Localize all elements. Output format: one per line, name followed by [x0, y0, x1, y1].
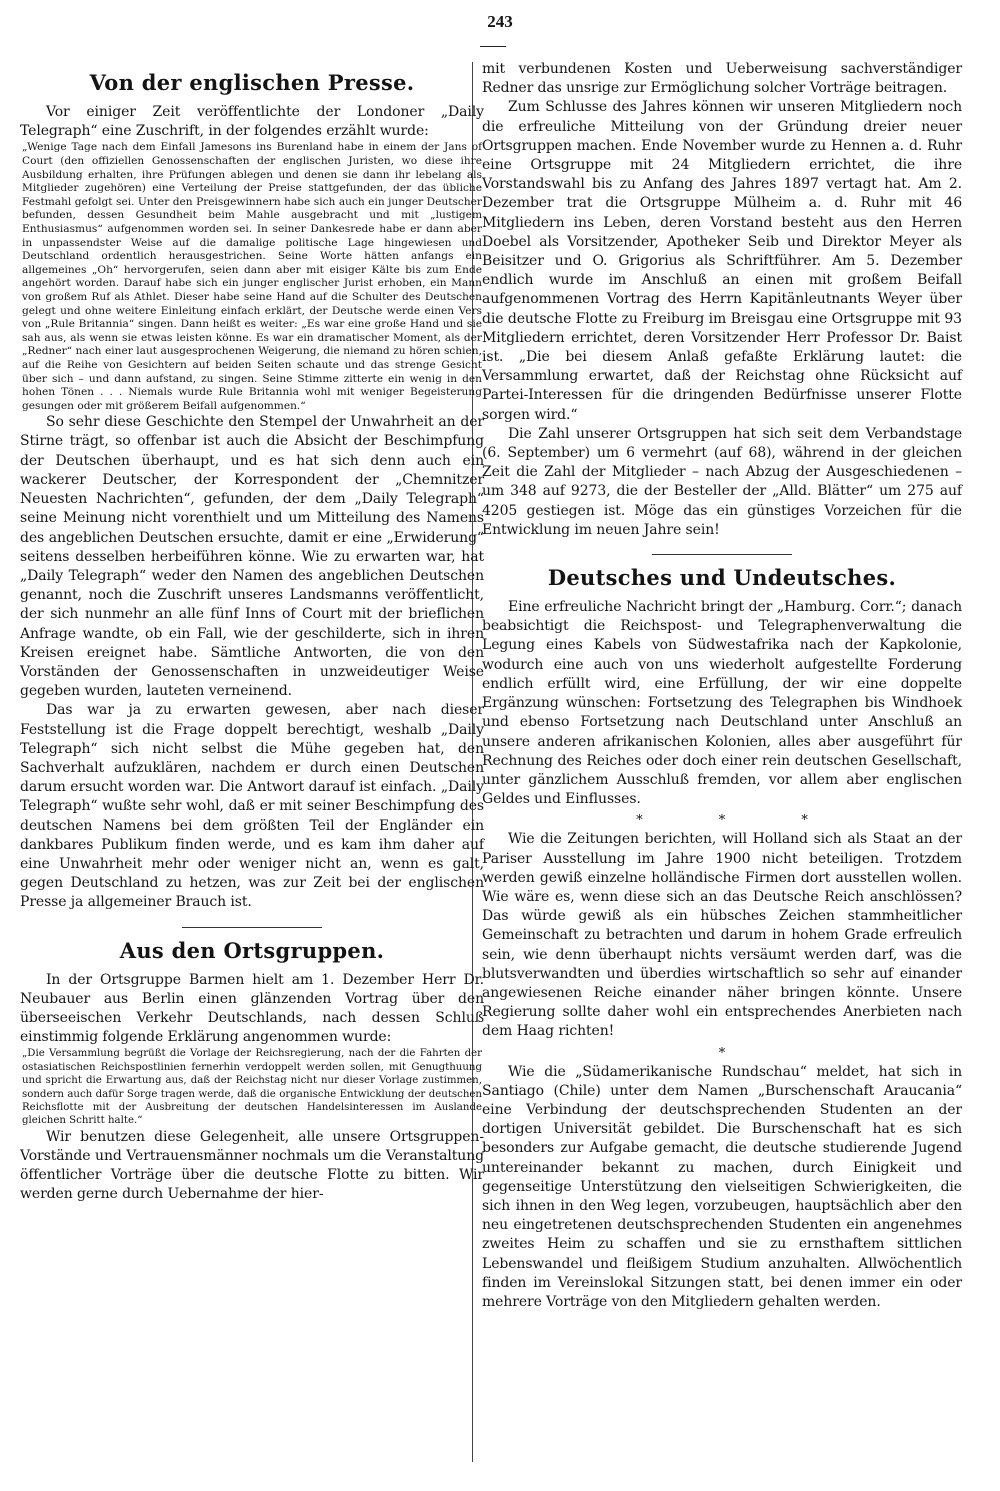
- paragraph: Wie die Zeitungen berichten, will Holland sich als Staat an der Pariser Ausstellung im Jahre 1900 nicht beteiligen. Trotzdem werden gewiß einzelne holländische Firmen dort ausstellen wollen. Wie wäre es, wenn diese sich an das Deutsche Reich anschlössen? Das würde gewiß als ein hübsches Zeichen stammheitlicher Gemeinschaft zu betrachten und darum in hohem Grade erfreulich sein, wie denn überhaupt nichts versäumt werden darf, was die blutsverwandten und überdies wirtschaftlich so sehr auf einander angewiesenen Reiche einander näher bringen könnte. Unsere Regierung sollte daher wohl ein entsprechendes Anerbieten nach dem Haag richten!: [482, 831, 962, 1040]
- paragraph: Wir benutzen diese Gelegenheit, alle unsere Ortsgruppen-Vorstände und Vertrauensmänner nochmals um die Veranstaltung öffentlicher Vorträge über die deutsche Flotte zu bitten. Wir werden gerne durch Uebernahme der hier-: [20, 1128, 484, 1203]
- paragraph: Zum Schlusse des Jahres können wir unseren Mitgliedern noch die erfreuliche Mitteilung von der Gründung dreier neuer Ortsgruppen machen. Ende November wurde zu Hennen a. d. Ruhr eine Ortsgruppe mit 24 Mitgliedern errichtet, die ihre Vorstandswahl bis zu Anfang des Jahres 1897 vertagt hat. Am 2. Dezember trat die Ortsgruppe Mülheim a. d. Ruhr mit 46 Mitgliedern ins Leben, deren Vorstand besteht aus den Herren Doebel als Vorsitzender, Apotheker Seib und Direktor Meyer als Beisitzer und O. Grigorius als Schriftführer. Am 5. Dezember endlich wurde im Anschluß an einen mit großem Beifall aufgenommenen Vortrag des Herrn Kapitänleutnants Weyer über die deutsche Flotte zu Freiburg im Breisgau eine Ortsgruppe mit 93 Mitgliedern errichtet, deren Vorsitzender Herr Professor Dr. Baist ist. „Die bei diesem Anlaß gefaßte Erklärung lautet: die Versammlung erwartet, daß der Reichstag ohne Rücksicht auf Partei-Interessen für die dringenden Bedürfnisse unserer Flotte sorgen wird.“: [482, 99, 962, 423]
- paragraph: In der Ortsgruppe Barmen hielt am 1. Dezember Herr Dr. Neubauer aus Berlin einen glänzenden Vortrag über den überseeischen Verkehr Deutschlands, nach dessen Schluß einstimmig folgende Erklärung angenommen wurde:: [20, 971, 484, 1046]
- heading-deutsches-undeutsches: Deutsches und Undeutsches.: [547, 565, 897, 591]
- paragraph: Das war ja zu erwarten gewesen, aber nach dieser Feststellung ist die Frage doppelt berechtigt, weshalb „Daily Telegraph“ sich nicht selbst die Mühe gegeben hat, den Sachverhalt aufzuklären, nachdem er durch einen Deutschen darum ersucht worden war. Die Antwort darauf ist einfach. „Daily Telegraph“ wußte sehr wohl, daß er mit seiner Beschimpfung des deutschen Namens bei dem größten Teil der Engländer ein dankbares Publikum finden werde, und es kam ihm daher auf eine Unwahrheit mehr oder weniger nicht an, wenn es galt, gegen Deutschland zu hetzen, was zur Zeit bei der englischen Presse ja allgemeiner Brauch ist.: [20, 702, 484, 911]
- paragraph: Vor einiger Zeit veröffentlichte der Londoner „Daily Telegraph“ eine Zuschrift, in der folgendes erzählt wurde:: [20, 104, 484, 140]
- paragraph: Wie die „Südamerikanische Rundschau“ meldet, hat sich in Santiago (Chile) unter dem Namen „Burschenschaft Araucania“ eine Verbindung der deutschsprechenden Studenten an der dortigen Universität gebildet. Die Burschenschaft hat es sich besonders zur Aufgabe gemacht, die deutsche studierende Jugend untereinander bekannt zu machen, durch Einigkeit und gegenseitige Unterstützung den vielseitigen Schwierigkeiten, die sich ihnen in den Weg legen, vorzubeugen, hauptsächlich aber den neu eingetretenen deutschsprechenden Studenten ein angenehmes zweites Heim zu schaffen und sie zu ernsthaftem sittlichen Lebenswandel und fleißigem Studium anzuhalten. Allwöchentlich finden im Vereinslokal Sitzungen statt, bei denen immer ein oder mehrere Vorträge von den Mitgliedern gehalten werden.: [482, 1063, 962, 1310]
- paragraph: So sehr diese Geschichte den Stempel der Unwahrheit an der Stirne trägt, so offenbar ist auch die Absicht der Beschimpfung der Deutschen überhaupt, und es hat sich denn auch ein wackerer Deutscher, der Korrespondent der „Chemnitzer Neuesten Nachrichten“, gefunden, der dem „Daily Telegraph“ seine Meinung nicht vorenthielt und um Mitteilung des Namens des angeblichen Deutschen ersuchte, damit er eine „Erwiderung“ seitens desselben herbeiführen könne. Wie zu erwarten war, hat „Daily Telegraph“ weder den Namen des angeblichen Deutschen genannt, noch die Zuschrift unseres Landsmanns veröffentlicht, der sich nunmehr an alle fünf Inns of Court mit der brieflichen Anfrage wandte, ob ein Fall, wie der geschilderte, sich in ihren Kreisen ereignet habe. Sämtliche Antworten, die von den Vorständen der Genossenschaften in unzweideutiger Weise gegeben wurden, lauteten verneinend.: [20, 414, 484, 700]
- quote-block: „Wenige Tage nach dem Einfall Jamesons ins Burenland habe in einem der Jans of Court (den offiziellen Genossenschaften der englischen Juristen, wo diese ihre Ausbildung erhalten, ihre Prüfungen ablegen und denen sie dann ihr lebelang als Mitglieder zugehören) eine Verteilung der Preise stattgefunden, der das übliche Festmahl gefolgt sei. Unter den Preisgewinnern habe sich auch ein junger Deutscher befunden, dessen Gesundheit beim Mahle ausgebracht und mit „lustigem Enthusiasmus“ aufgenommen worden sei. In seiner Dankesrede habe er dann aber in unpassendster Weise auf die damalige politische Lage hingewiesen und Deutschland ordentlich herausgestrichen. Seine Worte hätten anfangs ein allgemeines „Oh“ hervorgerufen, seien dann aber mit eisiger Kälte bis zum Ende angehört worden. Darauf habe sich ein junger englischer Jurist erhoben, ein Mann von großem Ruf als Athlet. Dieser habe seine Hand auf die Schulter des Deutschen gelegt und ohne weitere Einleitung einfach erklärt, der Deutsche werde einen Vers von „Rule Britannia“ singen. Dann heißt es weiter: „Es war eine große Hand und sie sah aus, als wenn sie etwas leisten könne. Es war ein dramatischer Moment, als der „Redner“ nach einer laut ausgesprochenen Weigerung, die niemand zu hören schien, auf die Reihe von Gesichtern auf beiden Seiten schaute und das strenge Gesicht über sich – und dann aufstand, zu singen. Seine Stimme zitterte ein wenig in den hohen Tönen . . . Niemals wurde Rule Britannia wohl mit weniger Begeisterung gesungen oder mit größerem Beifall aufgenommen.“: [22, 141, 482, 412]
- paragraph: Eine erfreuliche Nachricht bringt der „Hamburg. Corr.“; danach beabsichtigt die Reichspost- und Telegraphenverwaltung die Legung eines Kabels von Südwestafrika nach der Kapkolonie, wodurch eine auch von uns wiederholt aufgestellte Forderung endlich erfüllt wird, eine Erfüllung, der wir eine doppelte Ergänzung wünschen: Fortsetzung des Telegraphen bis Windhoek und ebenso Fortsetzung nach Deutschland unter Anschluß an unsere anderen afrikanischen Kolonien, alles aber ausgeführt für Rechnung des Reiches oder doch einer rein deutschen Gesellschaft, unter gänzlichem Ausschluß fremden, vor allem aber englischen Geldes und Einflusses.: [482, 599, 962, 808]
- section-separator: [652, 554, 792, 555]
- heading-ortsgruppen: Aus den Ortsgruppen.: [119, 937, 385, 963]
- asterisk-separator: *: [718, 1045, 762, 1061]
- section-separator: [182, 927, 322, 928]
- right-column: [482, 60, 962, 1312]
- asterism-separator: * * *: [636, 813, 844, 829]
- left-column: [20, 60, 484, 1205]
- heading-englische-presse: Von der englischen Presse.: [89, 70, 415, 95]
- page-number: 243: [487, 12, 513, 31]
- paragraph: Die Zahl unserer Ortsgruppen hat sich seit dem Verbandstage (6. September) um 6 vermehrt (auf 68), während in der gleichen Zeit die Zahl der Mitglieder – nach Abzug der Ausgeschiedenen – um 348 auf 9273, die der Besteller der „Alld. Blätter“ um 275 auf 4205 gestiegen ist. Möge das ein günstiges Vorzeichen für die Entwicklung im neuen Jahre sein!: [482, 425, 962, 538]
- paragraph: mit verbundenen Kosten und Ueberweisung sachverständiger Redner das unsrige zur Ermöglichung solcher Vorträge beitragen.: [482, 61, 962, 97]
- page-number-rule: [480, 46, 506, 47]
- quote-block: „Die Versammlung begrüßt die Vorlage der Reichsregierung, nach der die Fahrten der ostasiatischen Reichspostlinien fernerhin verdoppelt werden sollen, mit Genugthuung und spricht die Erwartung aus, daß der Reichstag nicht nur dieser Vorlage zustimmen, sondern auch dafür Sorge tragen werde, daß die organische Entwicklung der deutschen Reichsflotte mit der Ausbreitung der deutschen Handelsinteressen im Auslande gleichen Schritt halte.“: [22, 1048, 482, 1127]
